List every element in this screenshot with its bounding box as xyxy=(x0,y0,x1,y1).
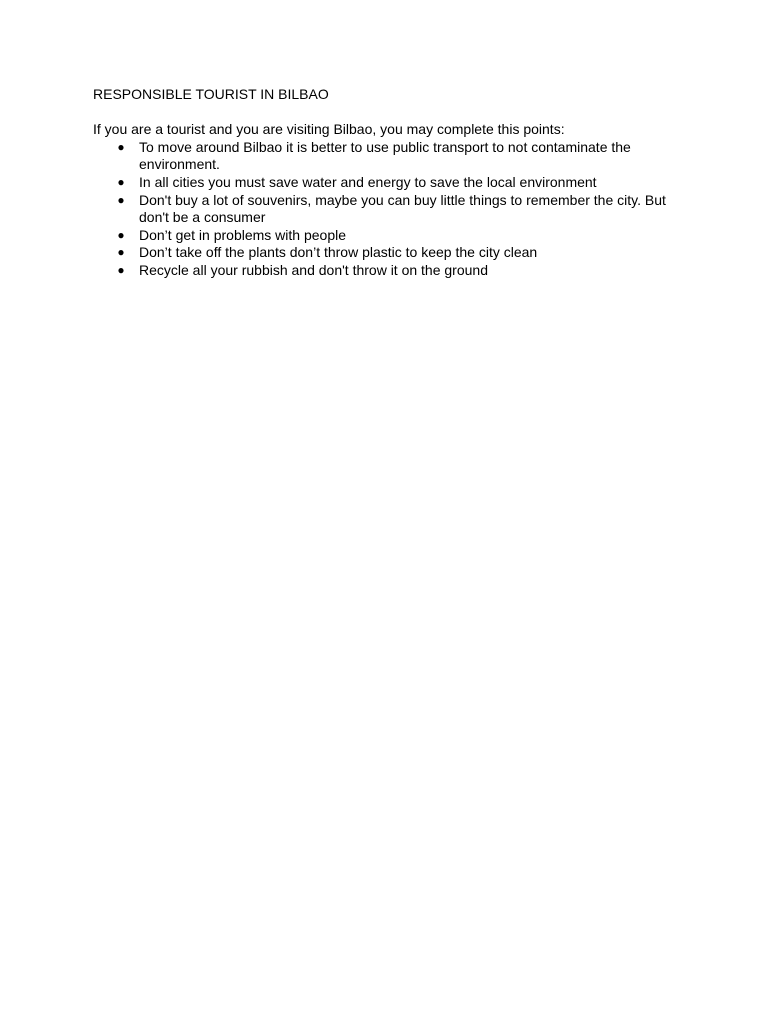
list-item-text: Don’t get in problems with people xyxy=(139,226,347,243)
list-item-text: Don't buy a lot of souvenirs, maybe you can buy little things to remember the city. But don't be a consumer xyxy=(139,191,666,226)
list-item xyxy=(93,174,683,192)
document-body xyxy=(93,86,683,280)
bullet-icon: ● xyxy=(117,192,125,207)
bullet-icon: ● xyxy=(117,139,125,154)
points-list xyxy=(93,139,683,280)
list-item-text: Don’t take off the plants don’t throw plastic to keep the city clean xyxy=(139,244,538,261)
bullet-icon: ● xyxy=(117,174,125,189)
list-item xyxy=(93,227,683,245)
document-title: RESPONSIBLE TOURIST IN BILBAO xyxy=(93,86,329,102)
bullet-icon: ● xyxy=(117,245,125,260)
bullet-icon: ● xyxy=(117,262,125,277)
list-item xyxy=(93,262,683,280)
intro-paragraph: If you are a tourist and you are visiting Bilbao, you may complete this points: xyxy=(93,121,565,138)
list-item-text: To move around Bilbao it is better to use public transport to not contaminate the environment. xyxy=(139,138,631,173)
list-item xyxy=(93,244,683,262)
bullet-icon: ● xyxy=(117,227,125,242)
list-item xyxy=(93,139,683,174)
list-item-text: Recycle all your rubbish and don't throw it on the ground xyxy=(139,261,488,278)
list-item xyxy=(93,192,683,227)
list-item-text: In all cities you must save water and energy to save the local environment xyxy=(139,173,597,190)
